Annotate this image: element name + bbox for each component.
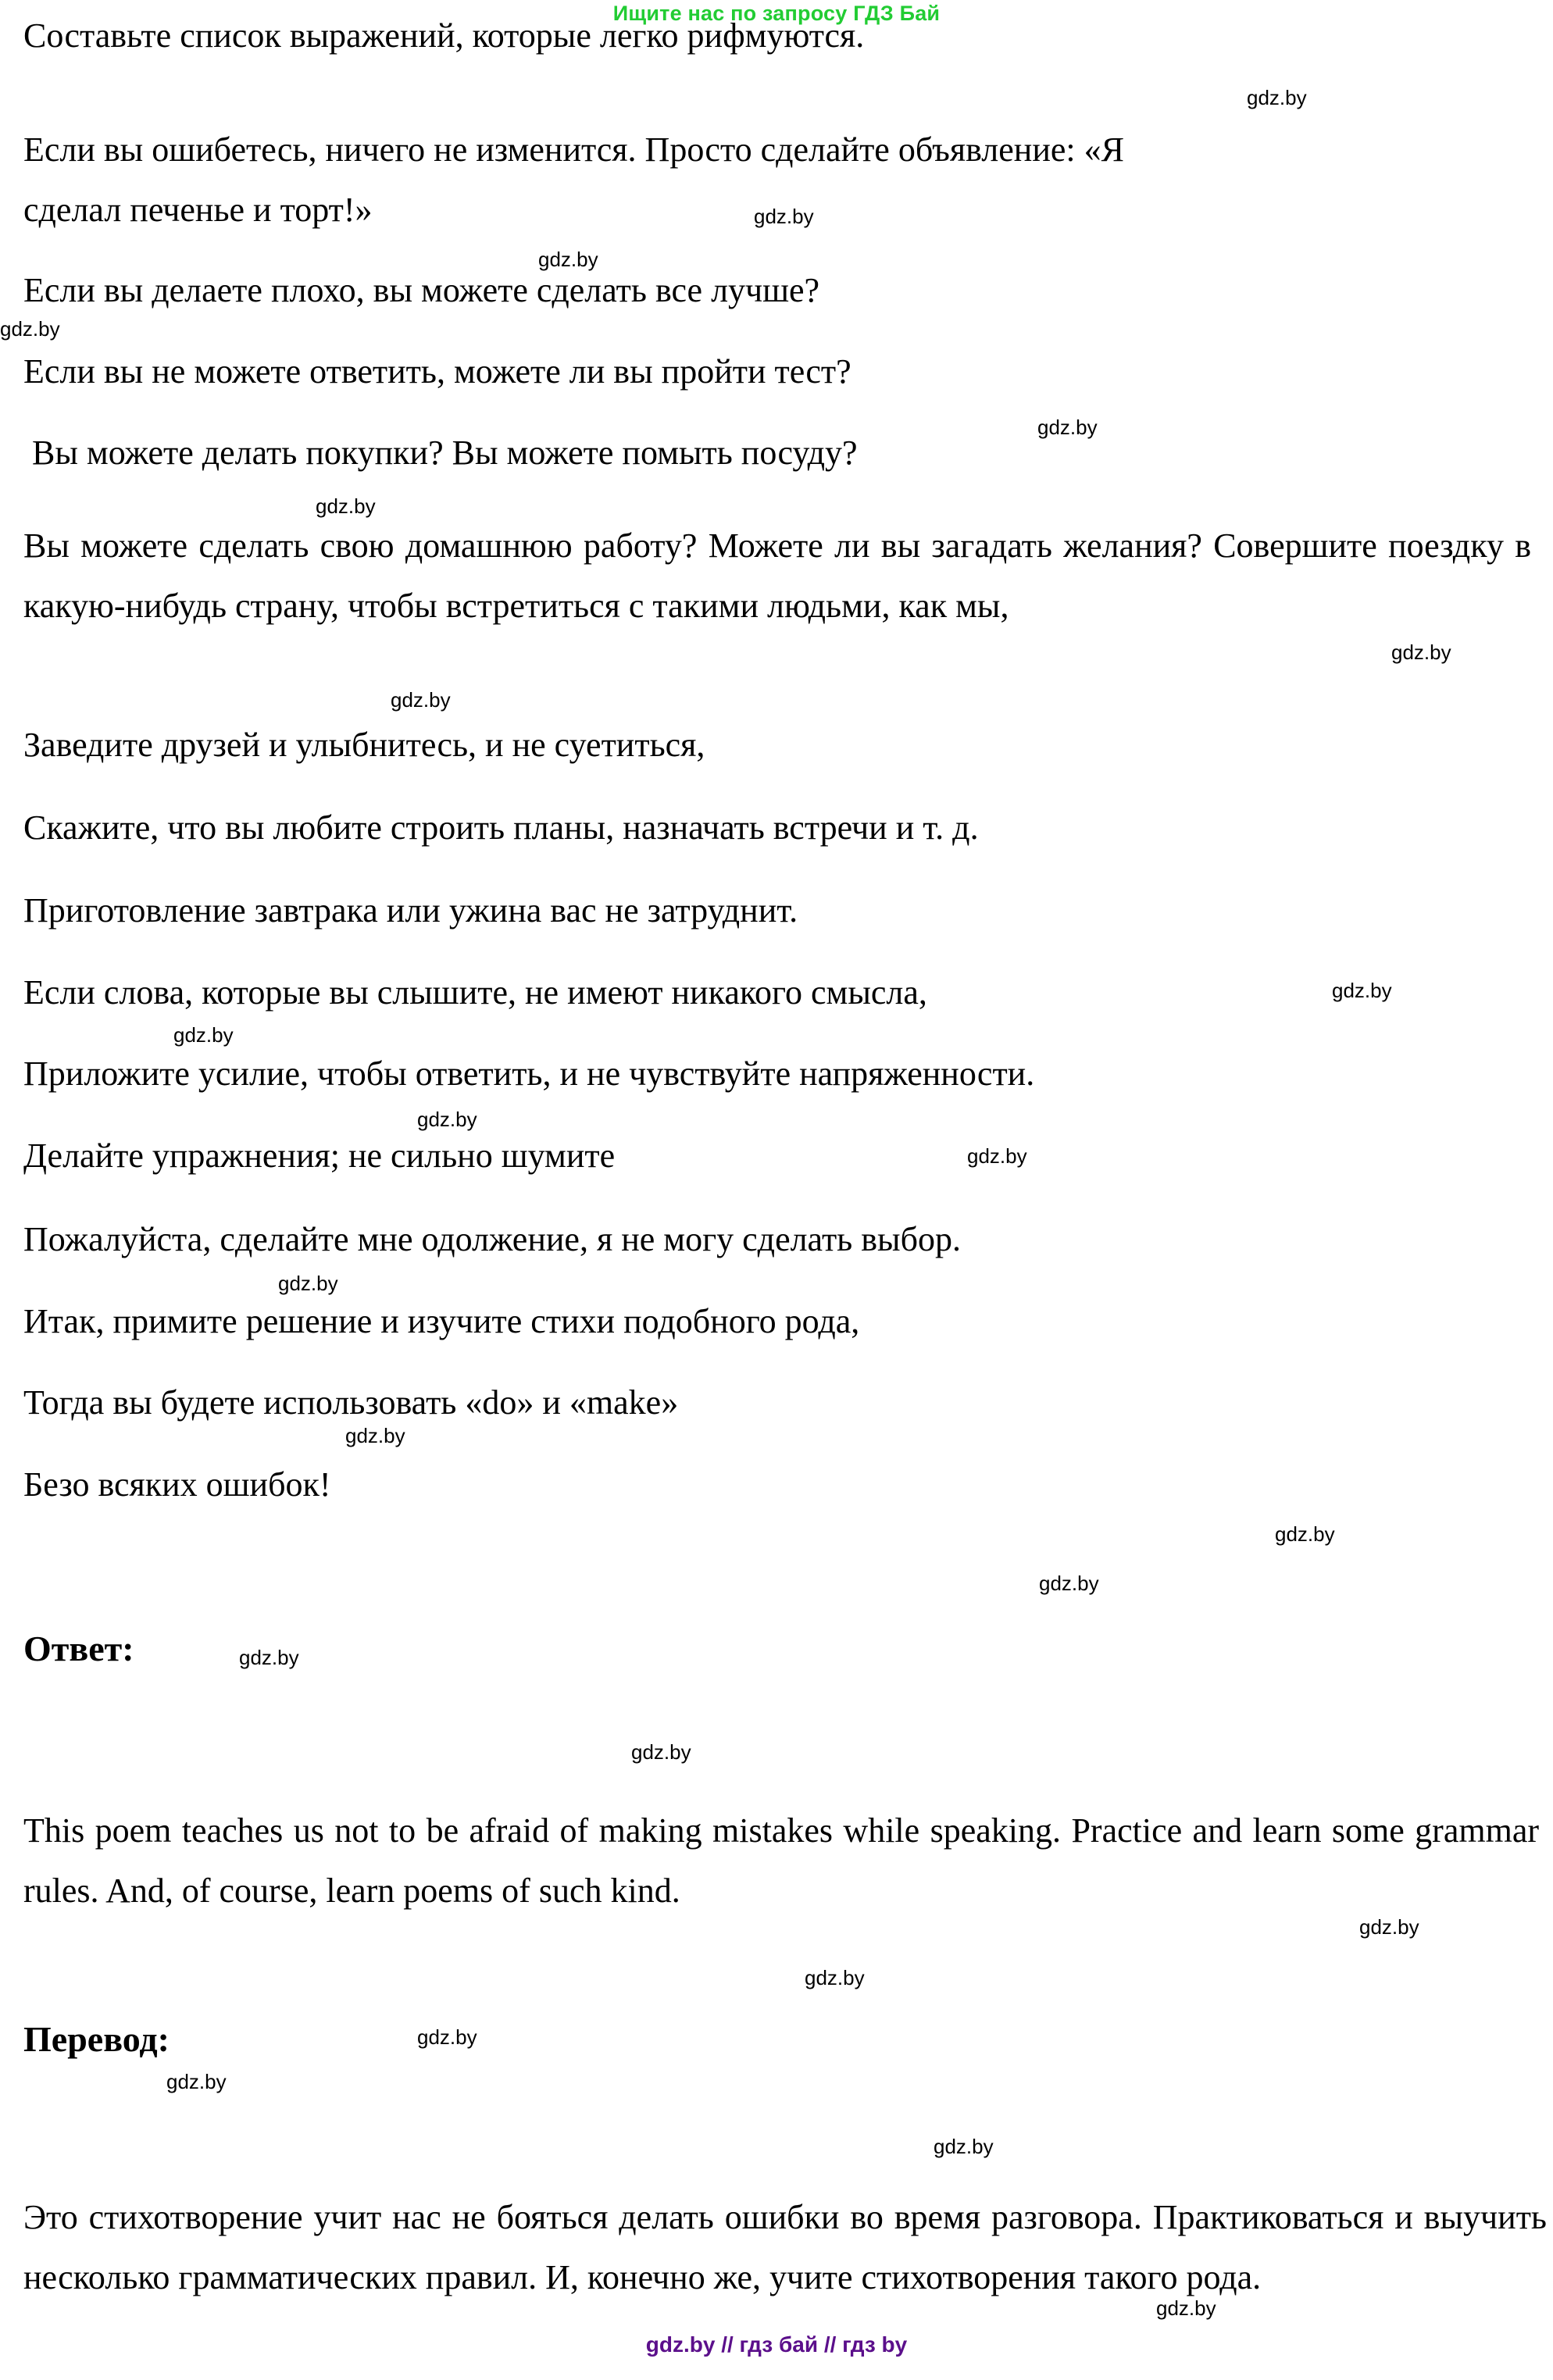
- text-line: Приготовление завтрака или ужина вас не затруднит.: [23, 891, 798, 930]
- watermark-gdz: gdz.by: [173, 1023, 234, 1047]
- text-line: Скажите, что вы любите строить планы, назначать встречи и т. д.: [23, 808, 979, 847]
- watermark-gdz: gdz.by: [1156, 2296, 1216, 2320]
- watermark-gdz: gdz.by: [934, 2135, 994, 2158]
- text-line: Итак, примите решение и изучите стихи подобного рода,: [23, 1302, 860, 1340]
- justified-paragraph: Вы можете сделать свою домашнюю работу? Можете ли вы загадать желания? Совершите поездку в какую-нибудь страну, чтобы встретиться с такими людьми, как мы,: [23, 526, 1531, 625]
- watermark-gdz: gdz.by: [631, 1740, 691, 1764]
- translation-paragraph: Это стихотворение учит нас не бояться делать ошибки во время разговора. Практиковаться и выучить несколько грамматических правил. И, конечно же, учите стихотворения такого рода.: [23, 2198, 1547, 2296]
- watermark-gdz: gdz.by: [805, 1966, 865, 1989]
- promo-banner-bottom: gdz.by // гдз бай // гдз by: [645, 2332, 908, 2357]
- watermark-gdz: gdz.by: [1037, 416, 1098, 439]
- text-line: Пожалуйста, сделайте мне одолжение, я не могу сделать выбор.: [23, 1220, 961, 1258]
- watermark-gdz: gdz.by: [1039, 1572, 1099, 1595]
- watermark-gdz: gdz.by: [1275, 1522, 1335, 1546]
- answer-paragraph: This poem teaches us not to be afraid of making mistakes while speaking. Practice and learn some grammar rules. And, of course, learn poems of such kind.: [23, 1811, 1539, 1910]
- watermark-gdz: gdz.by: [538, 248, 598, 271]
- watermark-gdz: gdz.by: [0, 317, 60, 341]
- watermark-gdz: gdz.by: [1359, 1915, 1419, 1939]
- translation-heading: Перевод:: [23, 2019, 170, 2059]
- watermark-gdz: gdz.by: [391, 688, 451, 712]
- text-line: Делайте упражнения; не сильно шумите: [23, 1136, 616, 1175]
- watermark-gdz: gdz.by: [967, 1144, 1027, 1168]
- watermark-gdz: gdz.by: [278, 1272, 338, 1295]
- watermark-gdz: gdz.by: [1332, 979, 1392, 1002]
- watermark-gdz: gdz.by: [345, 1424, 405, 1447]
- text-line: Если вы не можете ответить, можете ли вы пройти тест?: [23, 352, 851, 391]
- text-line: Тогда вы будете использовать «do» и «make»: [23, 1383, 679, 1422]
- text-line: Вы можете делать покупки? Вы можете помыть посуду?: [23, 434, 858, 472]
- watermark-gdz: gdz.by: [417, 1108, 477, 1131]
- watermark-gdz: gdz.by: [316, 494, 376, 518]
- watermark-gdz: gdz.by: [1247, 86, 1307, 109]
- text-line: Если вы ошибетесь, ничего не изменится. Просто сделайте объявление: «Я: [23, 130, 1124, 169]
- text-line: Заведите друзей и улыбнитесь, и не суетиться,: [23, 726, 705, 764]
- text-line: сделал печенье и торт!»: [23, 191, 373, 229]
- watermark-gdz: gdz.by: [166, 2070, 227, 2093]
- text-line: Составьте список выражений, которые легко рифмуются.: [23, 16, 865, 55]
- text-line: Безо всяких ошибок!: [23, 1465, 331, 1504]
- watermark-gdz: gdz.by: [754, 205, 814, 228]
- text-line: Приложите усилие, чтобы ответить, и не чувствуйте напряженности.: [23, 1054, 1035, 1093]
- watermark-gdz: gdz.by: [239, 1646, 299, 1669]
- promo-banner-top: Ищите нас по запросу ГДЗ Бай: [612, 2, 941, 25]
- watermark-gdz: gdz.by: [417, 2025, 477, 2049]
- text-line: Если вы делаете плохо, вы можете сделать все лучше?: [23, 271, 820, 309]
- watermark-gdz: gdz.by: [1391, 640, 1451, 664]
- answer-heading: Ответ:: [23, 1629, 134, 1668]
- text-line: Если слова, которые вы слышите, не имеют никакого смысла,: [23, 973, 927, 1012]
